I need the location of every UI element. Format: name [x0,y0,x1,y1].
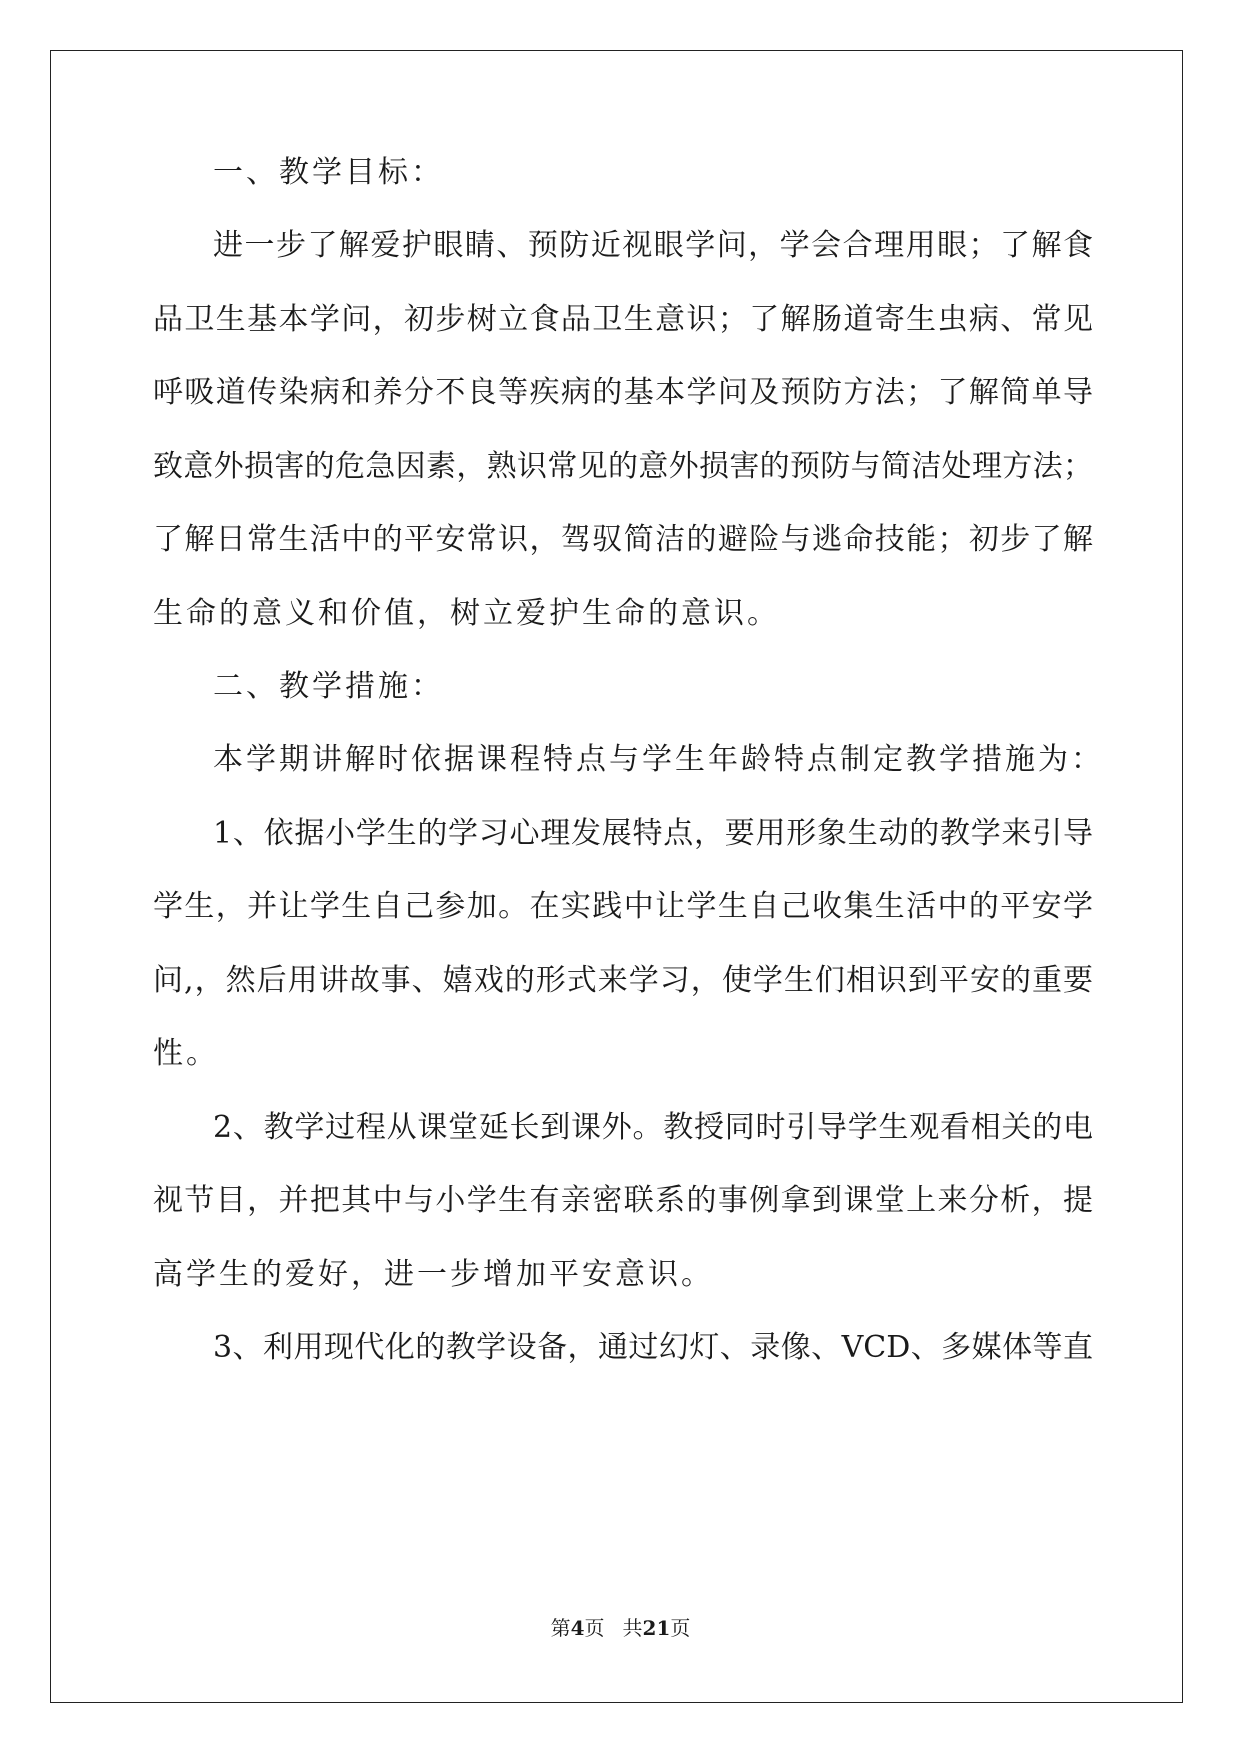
heading-teaching-goals: 一、教学目标： [213,155,444,190]
page-suffix: 页 [584,1616,605,1640]
paragraph-line: 2、教学过程从课堂延长到课外。教授同时引导学生观看相关的电 [213,1110,1093,1145]
paragraph-line: 高学生的爱好，进一步增加平安意识。 [153,1257,714,1292]
paragraph-line: 本学期讲解时依据课程特点与学生年龄特点制定教学措施为： [213,742,1104,777]
heading-teaching-measures: 二、教学措施： [213,669,444,704]
page-number: 4 [570,1616,585,1640]
paragraph-line: 呼吸道传染病和养分不良等疾病的基本学问及预防方法；了解简单导 [153,375,1093,410]
paragraph-line: 1、依据小学生的学习心理发展特点，要用形象生动的教学来引导 [213,816,1093,851]
paragraph-line: 生命的意义和价值，树立爱护生命的意识。 [153,596,780,631]
total-suffix: 页 [670,1616,691,1640]
paragraph-line: 问,，然后用讲故事、嬉戏的形式来学习，使学生们相识到平安的重要 [153,963,1093,998]
total-prefix: 共 [622,1616,643,1640]
page-prefix: 第 [550,1616,571,1640]
paragraph-line: 进一步了解爱护眼睛、预防近视眼学问，学会合理用眼；了解食 [213,228,1093,263]
paragraph-line: 视节目，并把其中与小学生有亲密联系的事例拿到课堂上来分析，提 [153,1183,1093,1218]
paragraph-line: 致意外损害的危急因素，熟识常见的意外损害的预防与简洁处理方法； [153,449,1093,484]
paragraph-line: 学生，并让学生自己参加。在实践中让学生自己收集生活中的平安学 [153,889,1093,924]
page-footer [0,1616,1241,1640]
paragraph-line: 了解日常生活中的平安常识，驾驭简洁的避险与逃命技能；初步了解 [153,522,1093,557]
paragraph-line: 品卫生基本学问，初步树立食品卫生意识；了解肠道寄生虫病、常见 [153,302,1093,337]
page-border [50,50,1183,1703]
total-pages: 21 [642,1616,671,1640]
paragraph-line: 3、利用现代化的教学设备，通过幻灯、录像、VCD、多媒体等直 [213,1330,1093,1365]
paragraph-line: 性。 [153,1036,219,1071]
